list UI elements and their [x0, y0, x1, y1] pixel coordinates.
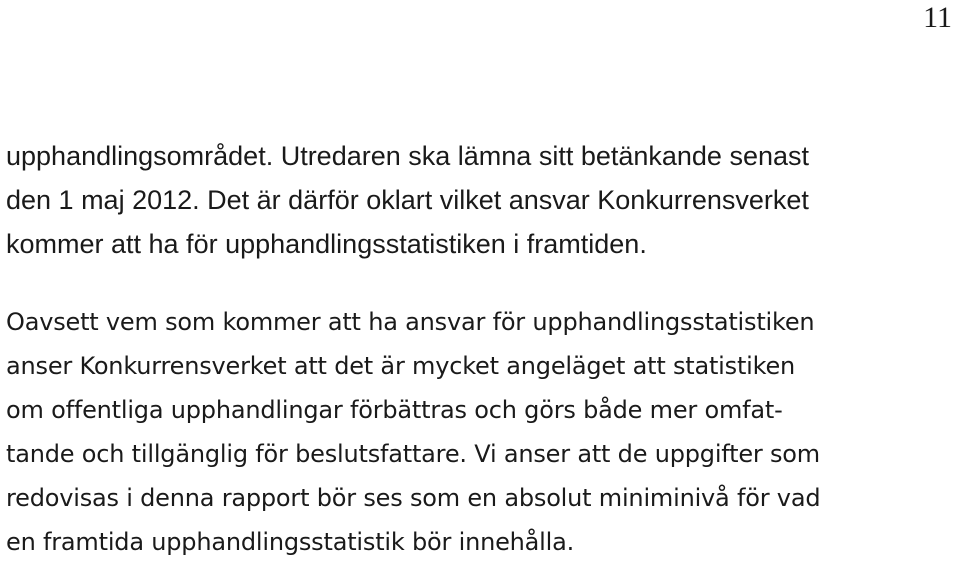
- text-line: kommer att ha för upphandlingsstatistiken i framtiden.: [6, 229, 647, 259]
- text-line: om offentliga upphandlingar förbättras och görs både mer omfat-: [6, 396, 783, 424]
- text-line: redovisas i denna rapport bör ses som en absolut miniminivå för vad: [6, 484, 821, 512]
- body-paragraph-2: [6, 300, 956, 564]
- text-line: upphandlingsområdet. Utredaren ska lämna sitt betänkande senast: [6, 141, 809, 171]
- page-number: 11: [923, 1, 952, 34]
- text-line: Oavsett vem som kommer att ha ansvar för upphandlingsstatistiken: [6, 308, 815, 336]
- text-line: en framtida upphandlingsstatistik bör innehålla.: [6, 528, 575, 556]
- body-paragraph-1: [6, 134, 956, 266]
- text-line: den 1 maj 2012. Det är därför oklart vilket ansvar Konkurrensverket: [6, 185, 809, 215]
- text-line: tande och tillgänglig för beslutsfattare. Vi anser att de uppgifter som: [6, 440, 820, 468]
- text-line: anser Konkurrensverket att det är mycket angeläget att statistiken: [6, 352, 796, 380]
